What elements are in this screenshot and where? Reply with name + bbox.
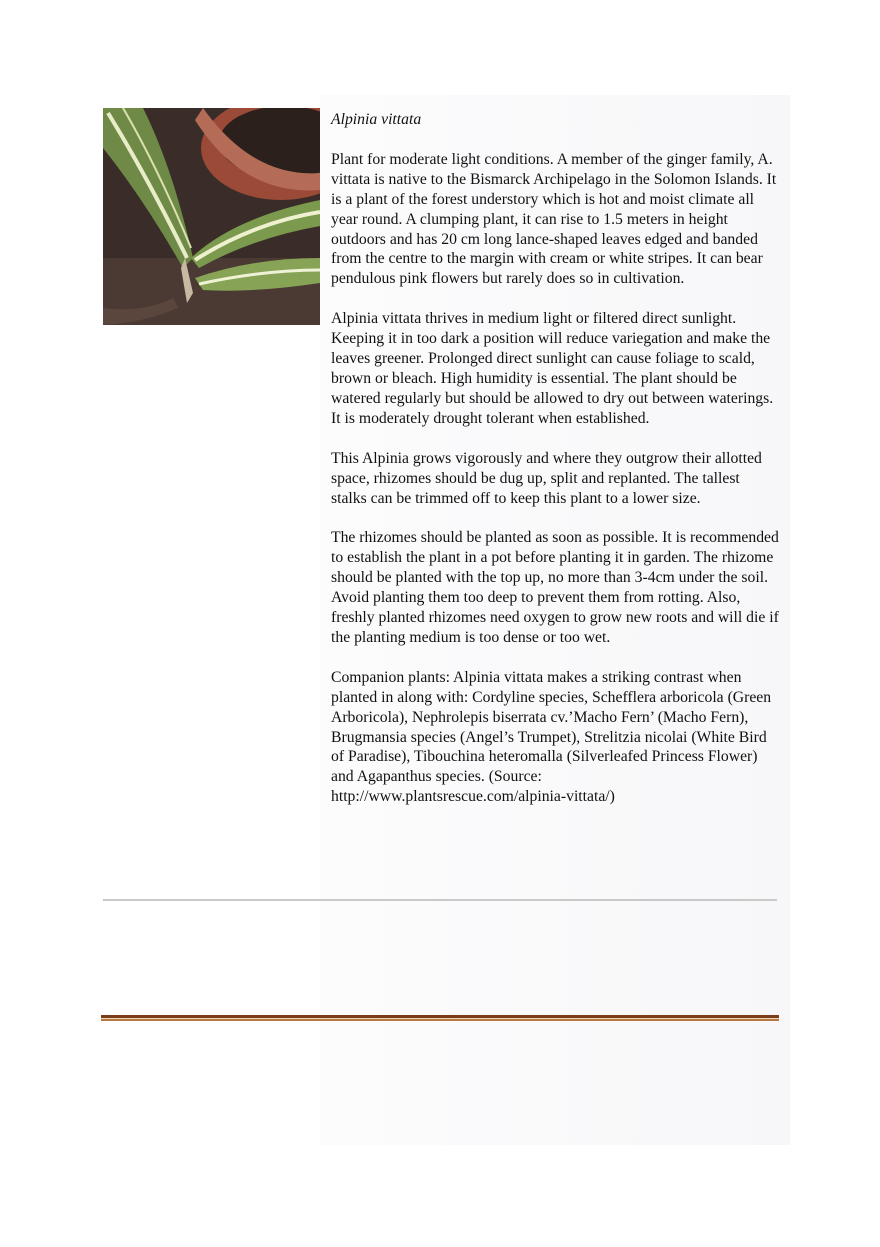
paragraph-light-care: Alpinia vittata thrives in medium light or filtered direct sunlight. Keeping it in too dark a position will reduce variegation and make the leaves greener. Prolonged direct sunlight can cause foliage to scald, brown or bleach. High humidity is essential. The plant should be watered regularly but should be allowed to dry out between waterings. It is moderately drought tolerant when established. (331, 310, 774, 427)
article-body (331, 110, 779, 827)
paragraph-companions: Companion plants: Alpinia vittata makes a striking contrast when planted in along with: Cordyline species, Schefflera arboricola (Green Arboricola), Nephrolepis biserrata cv.’Macho Fern’ (Macho Fern), Brugmansia species (Angel’s Trumpet), Strelitzia nicolai (White Bird of Paradise), Tibouchina heteromalla (Silverleafed Princess Flower) and Agapanthus species. (Source: http://www.plantsrescue.com/alpinia-vittata/) (331, 668, 772, 806)
section-divider (103, 899, 777, 901)
plant-photo (103, 108, 320, 325)
article-title: Alpinia vittata (331, 111, 422, 128)
paragraph-planting: The rhizomes should be planted as soon as possible. It is recommended to establish the plant in a pot before planting it in garden. The rhizome should be planted with the top up, no more than 3-4cm under the soil. Avoid planting them too deep to prevent them from rotting. Also, freshly planted rhizomes need oxygen to grow new roots and will die if the planting medium is too dense or too wet. (331, 529, 779, 646)
paragraph-growth: This Alpinia grows vigorously and where they outgrow their allotted space, rhizomes should be dug up, split and replanted. The tallest stalks can be trimmed off to keep this plant to a lower size. (331, 449, 762, 507)
paragraph-description: Plant for moderate light conditions. A member of the ginger family, A. vittata is native to the Bismarck Archipelago in the Solomon Islands. It is a plant of the forest understory which is hot and moist climate all year round. A clumping plant, it can rise to 1.5 meters in height outdoors and has 20 cm long lance-shaped leaves edged and banded from the centre to the margin with cream or white stripes. It can bear pendulous pink flowers but rarely does so in cultivation. (331, 150, 777, 288)
footer-rule (101, 1015, 779, 1023)
